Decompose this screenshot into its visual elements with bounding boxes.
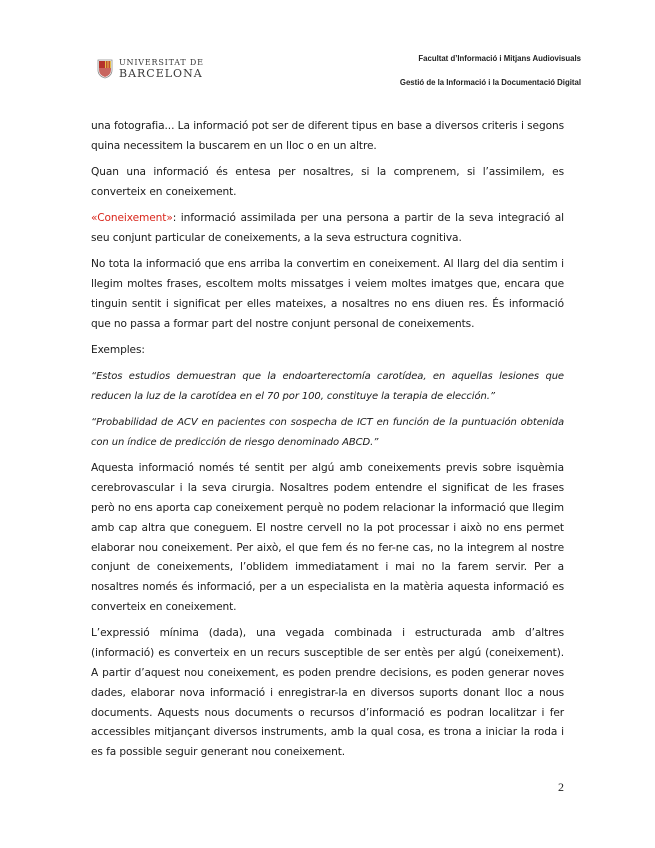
document-body xyxy=(91,117,564,769)
university-logo xyxy=(97,59,204,79)
definition-paragraph xyxy=(91,209,564,249)
paragraph: No tota la informació que ens arriba la convertim en coneixement. Al llarg del dia sentim i llegim moltes frases, escoltem molts missatges i veiem moltes imatges que, encara que tinguin sentit i significat per elles mateixes, a nosaltres no ens diuen res. És informació que no passa a formar part del nostre conjunt personal de coneixements. xyxy=(91,258,564,330)
page-number: 2 xyxy=(558,780,564,794)
logo-line2: BARCELONA xyxy=(119,67,203,80)
definition-term: «Coneixement» xyxy=(91,212,173,225)
crest-icon xyxy=(97,59,113,79)
examples-label: Exemples: xyxy=(91,343,145,356)
example-quote: “Probabilidad de ACV en pacientes con sospecha de ICT en función de la puntuación obtenida con un índice de predicción de riesgo denominado ABCD.” xyxy=(91,417,564,449)
paragraph: una fotografia... La informació pot ser de diferent tipus en base a diversos criteris i segons quina necessitem la buscarem en un lloc o en un altre. xyxy=(91,120,564,152)
definition-text: : informació assimilada per una persona a partir de la seva integració al seu conjunt particular de coneixements, a la seva estructura cognitiva. xyxy=(91,212,564,244)
paragraph: Aquesta informació només té sentit per algú amb coneixements previs sobre isquèmia cerebrovascular i la seva cirurgia. Nosaltres podem entendre el significat de les frases però no ens aporta cap coneixement perquè no podem relacionar la informació que llegim amb cap altra que coneguem. El nostre cervell no la pot processar i això no ens permet elaborar nou coneixement. Per això, el que fem és no fer-ne cas, no la integrem al nostre conjunt de coneixements, l’oblidem immediatament i mai no la farem servir. Per a nosaltres només és informació, per a un especialista en la matèria aquesta informació es converteix en coneixement. xyxy=(91,462,564,614)
header-course: Gestió de la Informació i la Documentació Digital xyxy=(399,78,581,87)
paragraph: Quan una informació és entesa per nosaltres, si la comprenem, si l’assimilem, es converteix en coneixement. xyxy=(91,166,564,198)
logo-line1: UNIVERSITAT DE xyxy=(119,58,204,67)
paragraph: L’expressió mínima (dada), una vegada combinada i estructurada amb d’altres (informació) es converteix en un recurs susceptible de ser entès per algú (coneixement). A partir d’aquest nou coneixement, es poden prendre decisions, es poden generar noves dades, elaborar nova informació i enregistrar-la en diversos suports donant lloc a nous documents. Aquests nous documents o recursos d’informació es podran localitzar i fer accessibles mitjançant diversos instruments, amb la qual cosa, es trona a iniciar la roda i es fa possible seguir generant nou coneixement. xyxy=(91,627,564,759)
example-quote: “Estos estudios demuestran que la endoarterectomía carotídea, en aquellas lesiones que reducen la luz de la carotídea en el 70 por 100, constituye la terapia de elección.” xyxy=(91,371,564,403)
header-faculty: Facultat d’Informació i Mitjans Audiovisuals xyxy=(418,54,581,63)
